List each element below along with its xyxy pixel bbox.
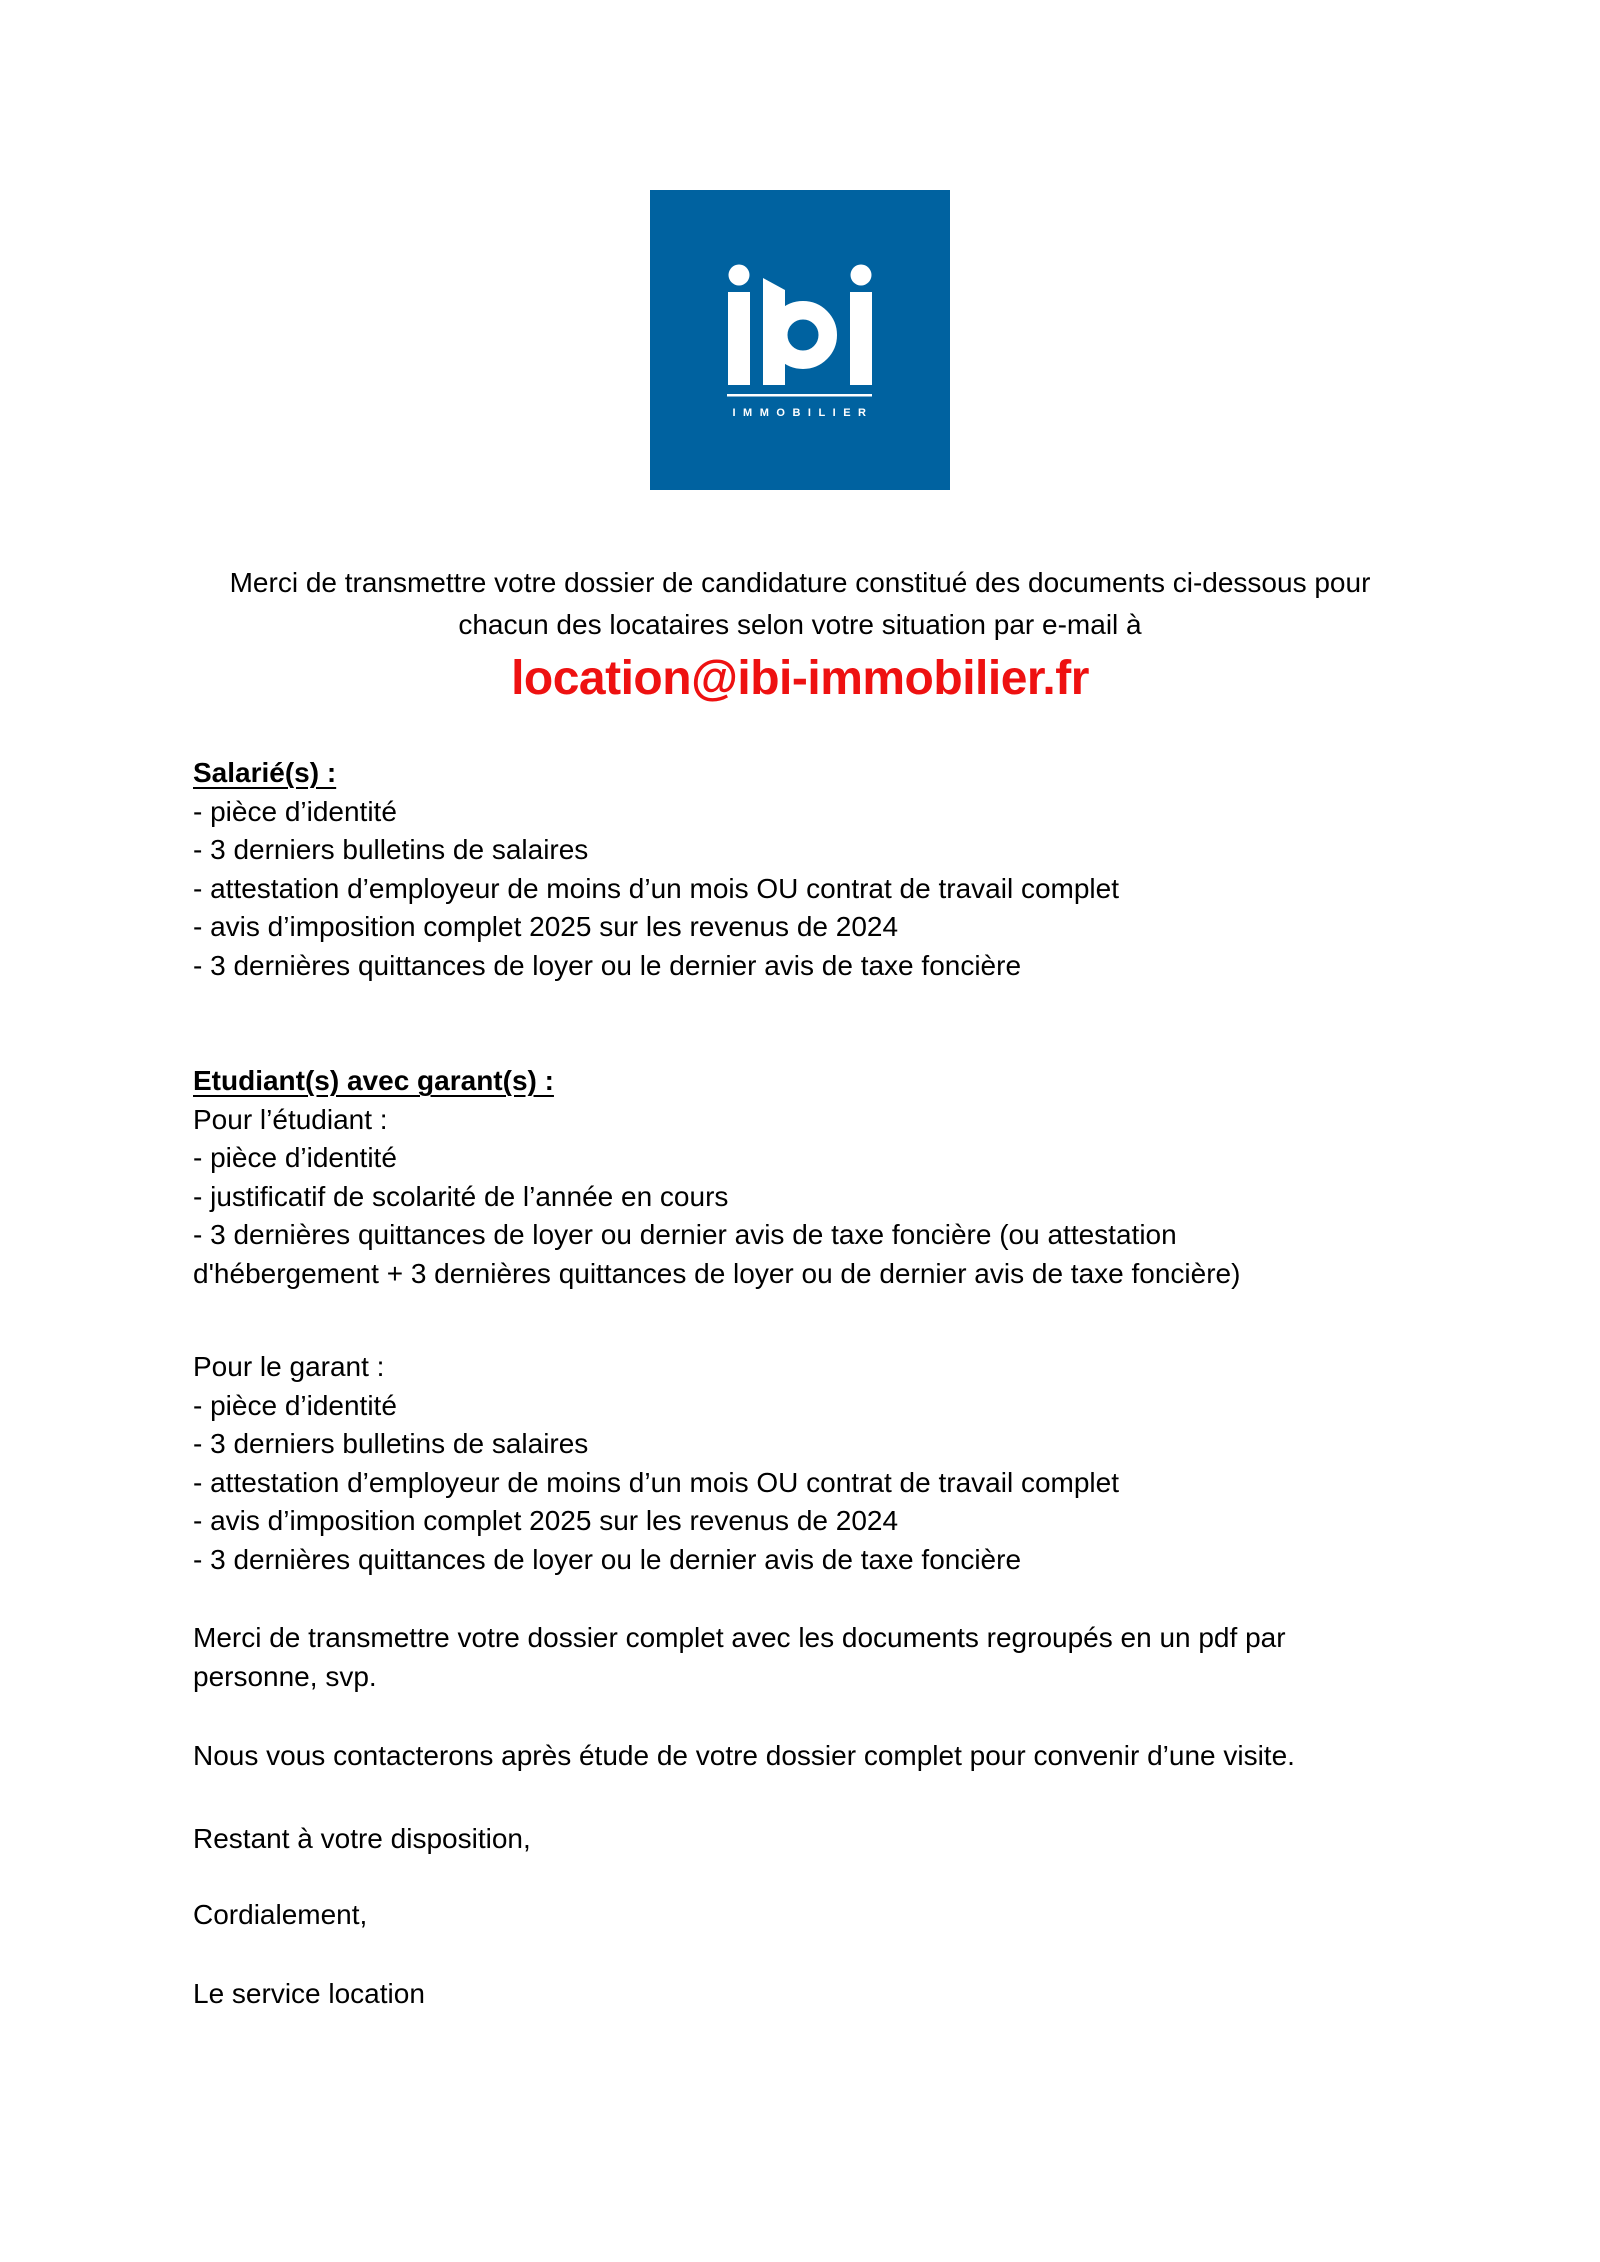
ibi-wordmark — [727, 265, 874, 420]
garant-item: - avis d’imposition complet 2025 sur les revenus de 2024 — [193, 1505, 899, 1536]
etudiants-item: - 3 dernières quittances de loyer ou dernier avis de taxe foncière (ou attestation — [193, 1219, 1177, 1250]
etudiants-intro-line: Pour l’étudiant : — [193, 1103, 388, 1135]
paragraph-service: Le service location — [193, 1977, 425, 2009]
garant-item: - 3 derniers bulletins de salaires — [193, 1428, 589, 1459]
section-etudiants — [193, 1062, 1450, 1293]
etudiants-item: - justificatif de scolarité de l’année en cours — [193, 1180, 729, 1212]
ibi-i1-stem — [728, 292, 750, 385]
salaries-item: - 3 dernières quittances de loyer ou le dernier avis de taxe foncière — [193, 949, 1022, 981]
logo-divider-line — [727, 394, 872, 397]
ibi-i2-dot — [851, 265, 872, 286]
intro-line-2: chacun des locataires selon votre situation par e-mail à — [458, 609, 1142, 640]
ibi-i2-stem — [850, 292, 872, 385]
garant-intro-line: Pour le garant : — [193, 1351, 385, 1382]
paragraph-restant: Restant à votre disposition, — [193, 1822, 531, 1854]
ibi-logo — [650, 190, 950, 490]
salaries-item: - 3 derniers bulletins de salaires — [193, 834, 589, 865]
paragraph-merci-line-1: Merci de transmettre votre dossier complet avec les documents regroupés en un pdf par — [193, 1622, 1286, 1653]
paragraph-cordialement: Cordialement, — [193, 1899, 368, 1930]
garant-item: - attestation d’employeur de moins d’un mois OU contrat de travail complet — [193, 1466, 1119, 1498]
paragraph-merci-line-2: personne, svp. — [193, 1660, 377, 1692]
etudiants-item-wrap: d'hébergement + 3 dernières quittances de loyer ou de dernier avis de taxe foncière) — [193, 1257, 1241, 1289]
salaries-item: - attestation d’employeur de moins d’un mois OU contrat de travail complet — [193, 872, 1119, 904]
paragraph-nous: Nous vous contacterons après étude de votre dossier complet pour convenir d’une visite. — [193, 1740, 1295, 1771]
garant-item: - 3 dernières quittances de loyer ou le dernier avis de taxe foncière — [193, 1543, 1022, 1575]
intro-paragraph — [0, 562, 1600, 646]
salaries-item: - pièce d’identité — [193, 795, 397, 827]
section-salaries — [193, 754, 1450, 985]
logo-subtitle: IMMOBILIER — [732, 407, 874, 419]
intro-line-1: Merci de transmettre votre dossier de candidature constitué des documents ci-dessous pour — [229, 567, 1371, 598]
ibi-logo-graphic — [650, 190, 950, 490]
salaries-item: - avis d’imposition complet 2025 sur les revenus de 2024 — [193, 911, 899, 942]
garant-item: - pièce d’identité — [193, 1389, 397, 1421]
salaries-heading: Salarié(s) : — [193, 757, 337, 788]
ibi-b-bowl — [778, 310, 828, 360]
document-body — [0, 754, 1600, 2013]
email-address: location@ibi-immobilier.fr — [511, 652, 1089, 705]
etudiants-item: - pièce d’identité — [193, 1142, 397, 1173]
etudiants-heading: Etudiant(s) avec garant(s) : — [193, 1065, 554, 1096]
ibi-i1-dot — [729, 265, 750, 286]
section-garant — [193, 1348, 1450, 1579]
paragraph-merci — [193, 1619, 1450, 1696]
